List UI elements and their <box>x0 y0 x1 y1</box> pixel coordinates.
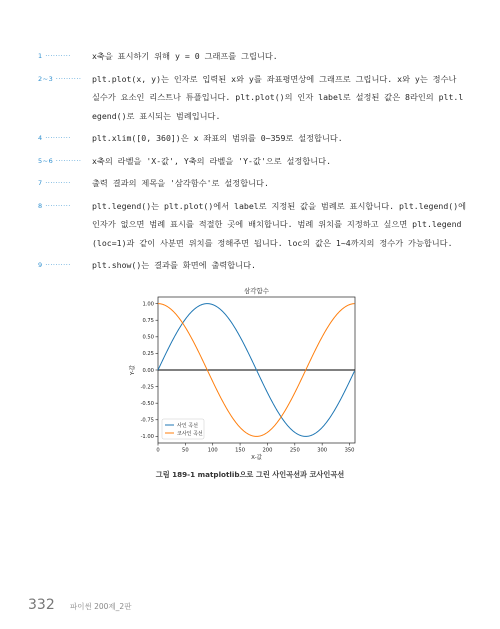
chart-title: 삼각함수 <box>243 287 270 295</box>
book-title: 파이썬 200제_2판 <box>70 602 132 611</box>
note-line-number: 1 ·········· <box>38 52 71 60</box>
y-tick-label: 0.50 <box>142 334 154 341</box>
note-line-number: 2~3 ·········· <box>38 74 82 83</box>
code-notes <box>38 48 468 280</box>
note-text: plt.legend()는 plt.plot()에서 label로 지정된 값을 범례로 표시합니다. plt.legend()에 인자가 없으면 범례 표시를 적절한 곳에 배치합니다. 범례 위치를 지정하고 싶으면 plt.legend(loc=1)과 같이 사분면 위치를 정해주면 됩니다. loc의 값은 1~4까지의 정수가 가능합니다. <box>92 200 467 248</box>
note-line-number: 4 ·········· <box>38 134 71 142</box>
note-text: plt.xlim([0, 360])은 x 좌표의 범위를 0~359로 설정합니다. <box>92 133 343 143</box>
note-line-number: 7 ·········· <box>38 179 71 187</box>
note-item <box>38 257 468 276</box>
note-text: x축을 표시하기 위해 y = 0 그래프를 그립니다. <box>92 51 278 61</box>
y-tick-label: 0.25 <box>142 351 154 358</box>
figure-caption: 그림 189-1 matplotlib으로 그린 사인곡선과 코사인곡선 <box>155 470 345 479</box>
note-item <box>38 48 468 67</box>
note-item <box>38 198 468 254</box>
x-tick-label: 300 <box>317 447 328 454</box>
x-tick-label: 350 <box>344 447 355 454</box>
note-text: plt.plot(x, y)는 인자로 입력된 x와 y를 좌표평면상에 그래프로 그립니다. x와 y는 정수나 실수가 요소인 리스트나 튜플입니다. plt.plot()의 인자 label로 설정된 값은 8라인의 plt.legend()로 표시되는 범례입니다. <box>92 73 464 121</box>
y-tick-label: -0.50 <box>140 400 154 407</box>
x-tick-label: 100 <box>207 447 218 454</box>
note-text: 출력 결과의 제목을 '삼각함수'로 설정합니다. <box>92 178 269 188</box>
y-axis-label: Y-값 <box>130 364 136 376</box>
note-line-number: 5~6 ·········· <box>38 156 82 165</box>
note-item <box>38 130 468 149</box>
legend-label: 코사인 곡선 <box>177 430 203 437</box>
note-text: x축의 라벨을 'X-값', Y축의 라벨을 'Y-값'으로 설정합니다. <box>92 155 332 166</box>
y-tick-label: 0.75 <box>142 318 154 325</box>
x-tick-label: 0 <box>156 447 160 454</box>
x-axis-label: X-값 <box>251 455 262 461</box>
page-number: 332 <box>28 597 55 613</box>
y-tick-label: -1.00 <box>140 434 154 441</box>
y-tick-label: 1.00 <box>142 301 154 308</box>
chart-svg <box>128 287 368 467</box>
x-tick-label: 200 <box>262 447 273 454</box>
note-item <box>38 71 468 127</box>
trig-chart <box>128 287 368 471</box>
note-line-number: 8 ·········· <box>38 201 71 210</box>
x-tick-label: 150 <box>235 447 246 454</box>
y-tick-label: -0.25 <box>140 384 154 391</box>
legend-label: 사인 곡선 <box>177 422 198 429</box>
x-tick-label: 250 <box>289 447 300 454</box>
x-tick-label: 50 <box>182 447 189 454</box>
y-tick-label: -0.75 <box>140 417 154 424</box>
note-line-number: 9 ·········· <box>38 261 71 269</box>
note-text: plt.show()는 결과를 화면에 출력합니다. <box>92 260 256 270</box>
note-item <box>38 175 468 194</box>
note-item <box>38 153 468 172</box>
y-tick-label: 0.00 <box>142 367 154 374</box>
